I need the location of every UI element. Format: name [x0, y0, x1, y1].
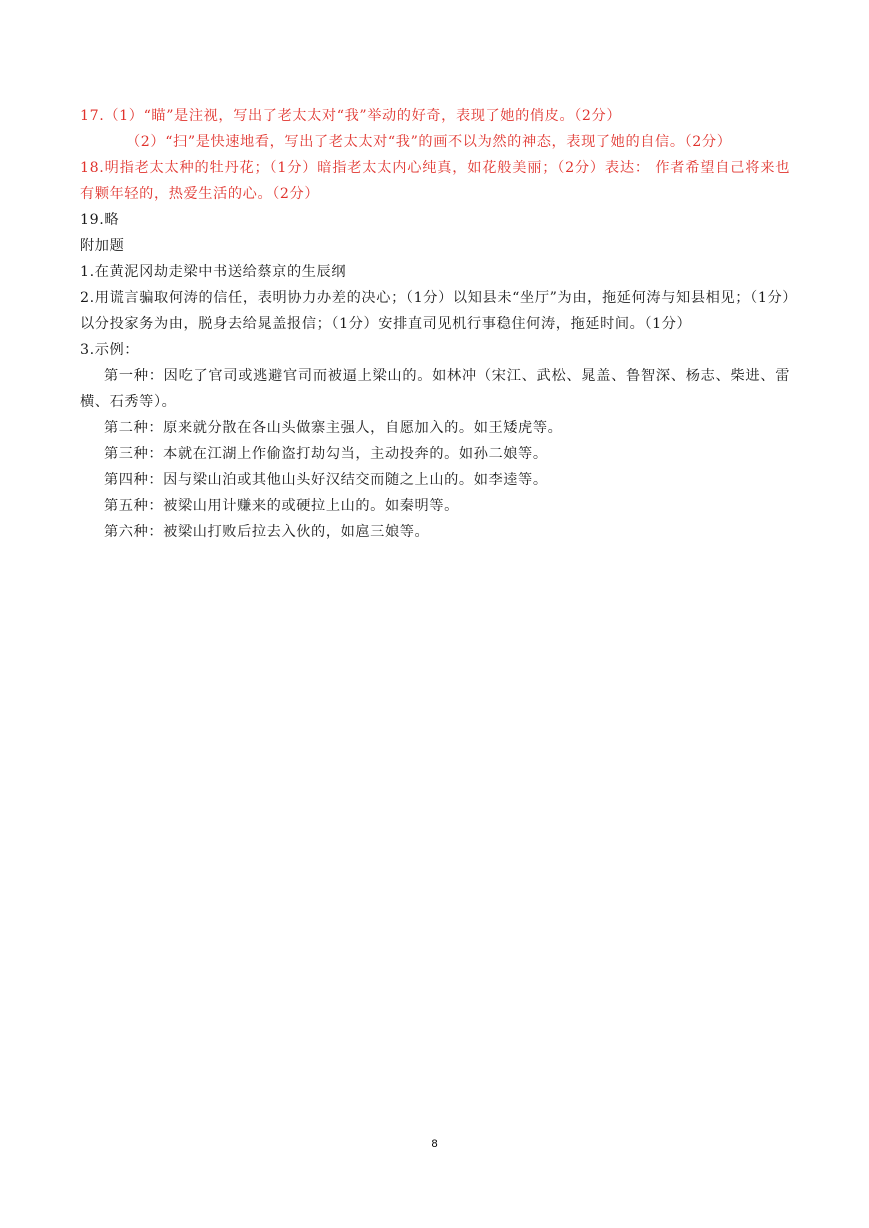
example-type-1: 第一种：因吃了官司或逃避官司而被逼上梁山的。如林冲（宋江、武松、晁盖、鲁智深、杨志、柴进、雷横、石秀等）。: [80, 368, 790, 410]
example-type-4: 第四种：因与梁山泊或其他山头好汉结交而随之上山的。如李逵等。: [104, 472, 548, 488]
example-type-3: 第三种：本就在江湖上作偷盗打劫勾当，主动投奔的。如孙二娘等。: [104, 446, 548, 462]
bonus-heading: 附加题: [80, 238, 125, 254]
example-type-5: 第五种：被梁山用计赚来的或硬拉上山的。如秦明等。: [104, 498, 459, 514]
page-number: 8: [431, 1138, 438, 1150]
bonus-item-3-label: 3.示例：: [80, 342, 140, 358]
answer-content: [80, 103, 790, 545]
bonus-item-2: 2.用谎言骗取何涛的信任，表明协力办差的决心；（1分）以知县未“坐厅”为由，拖延何涛与知县相见；（1分）以分投家务为由，脱身去给晁盖报信；（1分）安排直司见机行事稳住何涛，拖延时间。（1分）: [80, 290, 790, 332]
example-type-6: 第六种：被梁山打败后拉去入伙的，如扈三娘等。: [104, 524, 430, 540]
answer-19: 19.略: [80, 212, 120, 228]
answer-18: 18.明指老太太种的牡丹花；（1分）暗指老太太内心纯真，如花般美丽；（2分）表达： 作者希望自己将来也有颗年轻的，热爱生活的心。（2分）: [80, 160, 790, 202]
bonus-item-1: 1.在黄泥冈劫走梁中书送给蔡京的生辰纲: [80, 264, 347, 280]
answer-17-part-1: 17.（1）“瞄”是注视，写出了老太太对“我”举动的好奇，表现了她的俏皮。（2分）: [80, 108, 622, 124]
example-type-2: 第二种：原来就分散在各山头做寨主强人，自愿加入的。如王矮虎等。: [104, 420, 563, 436]
answer-17-part-2: （2）“扫”是快速地看，写出了老太太对“我”的画不以为然的神态，表现了她的自信。（2分）: [126, 134, 732, 150]
